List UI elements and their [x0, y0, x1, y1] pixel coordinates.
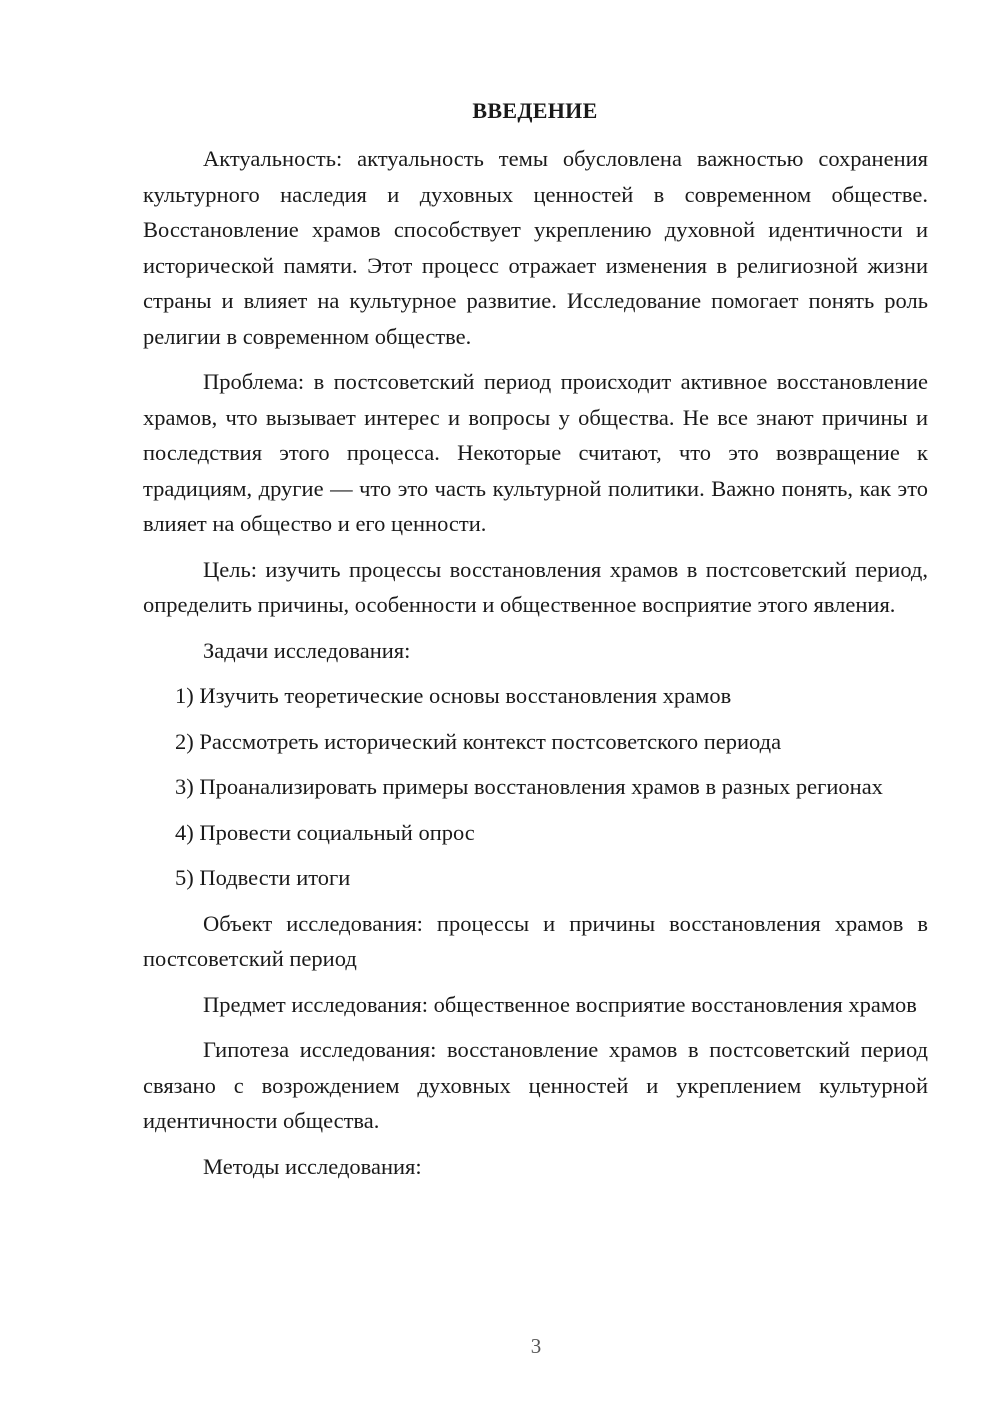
methods-heading: Методы исследования: — [203, 1153, 422, 1179]
task-item: 1) Изучить теоретические основы восстановления храмов — [175, 683, 732, 708]
problem-paragraph: Проблема: в постсоветский период происходит активное восстановление храмов, что вызывает интерес и вопросы у общества. Не все знают причины и последствия этого процесса. Некоторые считают, что это возвращение к традициям, другие — что это часть культурной политики. Важно понять, как это влияет на общество и его ценности. — [143, 369, 928, 536]
task-item: 2) Рассмотреть исторический контекст постсоветского периода — [175, 728, 782, 754]
hypothesis-paragraph: Гипотеза исследования: восстановление храмов в постсоветский период связано с возрождением духовных ценностей и укреплением культурной идентичности общества. — [143, 1037, 928, 1133]
page-number: 3 — [530, 1334, 542, 1358]
document-body — [143, 141, 928, 1194]
task-item: 3) Проанализировать примеры восстановления храмов в разных регионах — [175, 774, 883, 799]
subject-paragraph: Предмет исследования: общественное восприятие восстановления храмов — [203, 991, 917, 1017]
goal-paragraph: Цель: изучить процессы восстановления храмов в постсоветский период, определить причины, особенности и общественное восприятие этого явления. — [143, 556, 928, 617]
tasks-heading: Задачи исследования: — [203, 637, 411, 663]
task-item: 4) Провести социальный опрос — [175, 819, 475, 845]
relevance-paragraph: Актуальность: актуальность темы обусловлена важностью сохранения культурного наследия и духовных ценностей в современном обществе. Восстановление храмов способствует укреплению духовной идентичности и исторической памяти. Этот процесс отражает изменения в религиозной жизни страны и влияет на культурное развитие. Исследование помогает понять роль религии в современном обществе. — [143, 146, 928, 349]
task-item: 5) Подвести итоги — [175, 865, 351, 890]
object-paragraph: Объект исследования: процессы и причины восстановления храмов в постсоветский период — [143, 910, 928, 971]
section-title: ВВЕДЕНИЕ — [472, 98, 598, 123]
